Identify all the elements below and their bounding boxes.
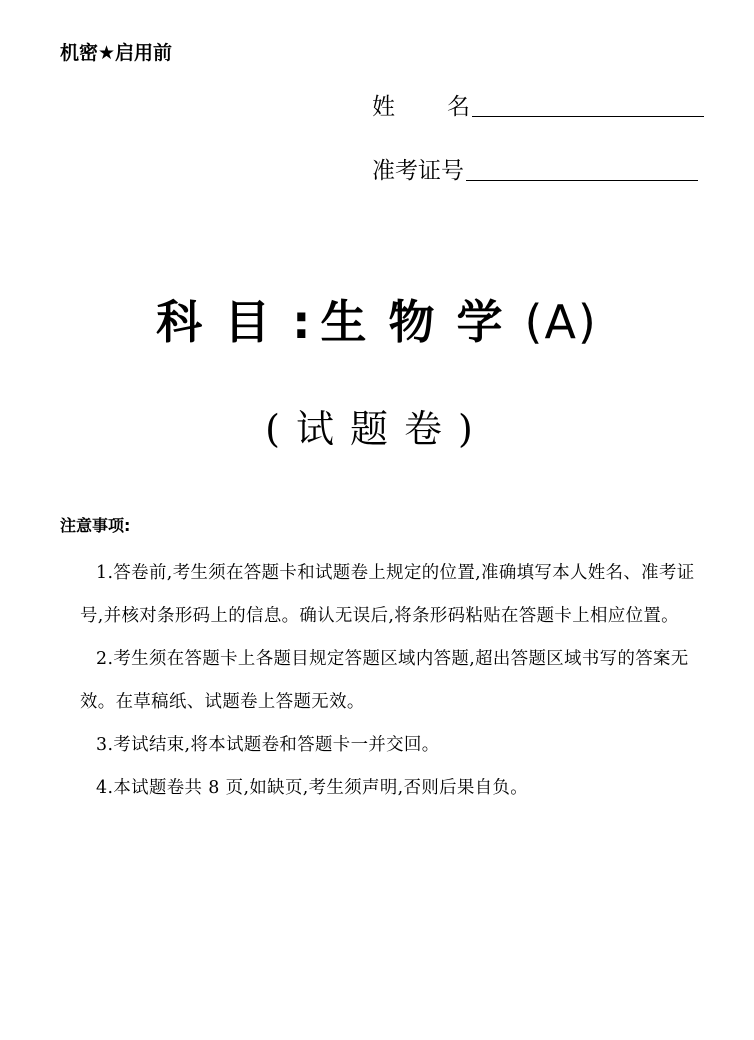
exam-number-field-row [372,152,712,185]
name-label-last: 名 [447,94,470,120]
page-title [0,286,754,352]
title-subject: 科目 [156,295,293,349]
notice-item-1: 1.答卷前,考生须在答题卡和试题卷上规定的位置,准确填写本人姓名、准考证号,并核对条形码上的信息。确认无误后,将条形码粘贴在答题卡上相应位置。 [80,563,695,626]
notice-item-2: 2.考生须在答题卡上各题目规定答题区域内答题,超出答题区域书写的答案无效。在草稿纸、试题卷上答题无效。 [80,649,689,712]
notice-heading: 注意事项: [60,516,131,535]
exam-number-label: 准考证号 [372,158,464,184]
title-version: (A) [524,295,598,349]
page-subtitle: (试题卷) [265,407,489,451]
exam-number-blank-line[interactable] [466,156,698,181]
name-label-first: 姓 [372,94,447,120]
notice-item-4: 4.本试题卷共 8 页,如缺页,考生须声明,否则后果自负。 [96,778,529,798]
confidential-label: 机密★启用前 [60,42,173,64]
notice-list [80,552,710,810]
name-field-row [372,88,712,121]
title-name: 生物学 [320,295,525,349]
title-separator: : [292,295,321,349]
notice-item-3: 3.考试结束,将本试题卷和答题卡一并交回。 [96,735,440,755]
name-label [372,88,470,121]
name-blank-line[interactable] [472,92,704,117]
